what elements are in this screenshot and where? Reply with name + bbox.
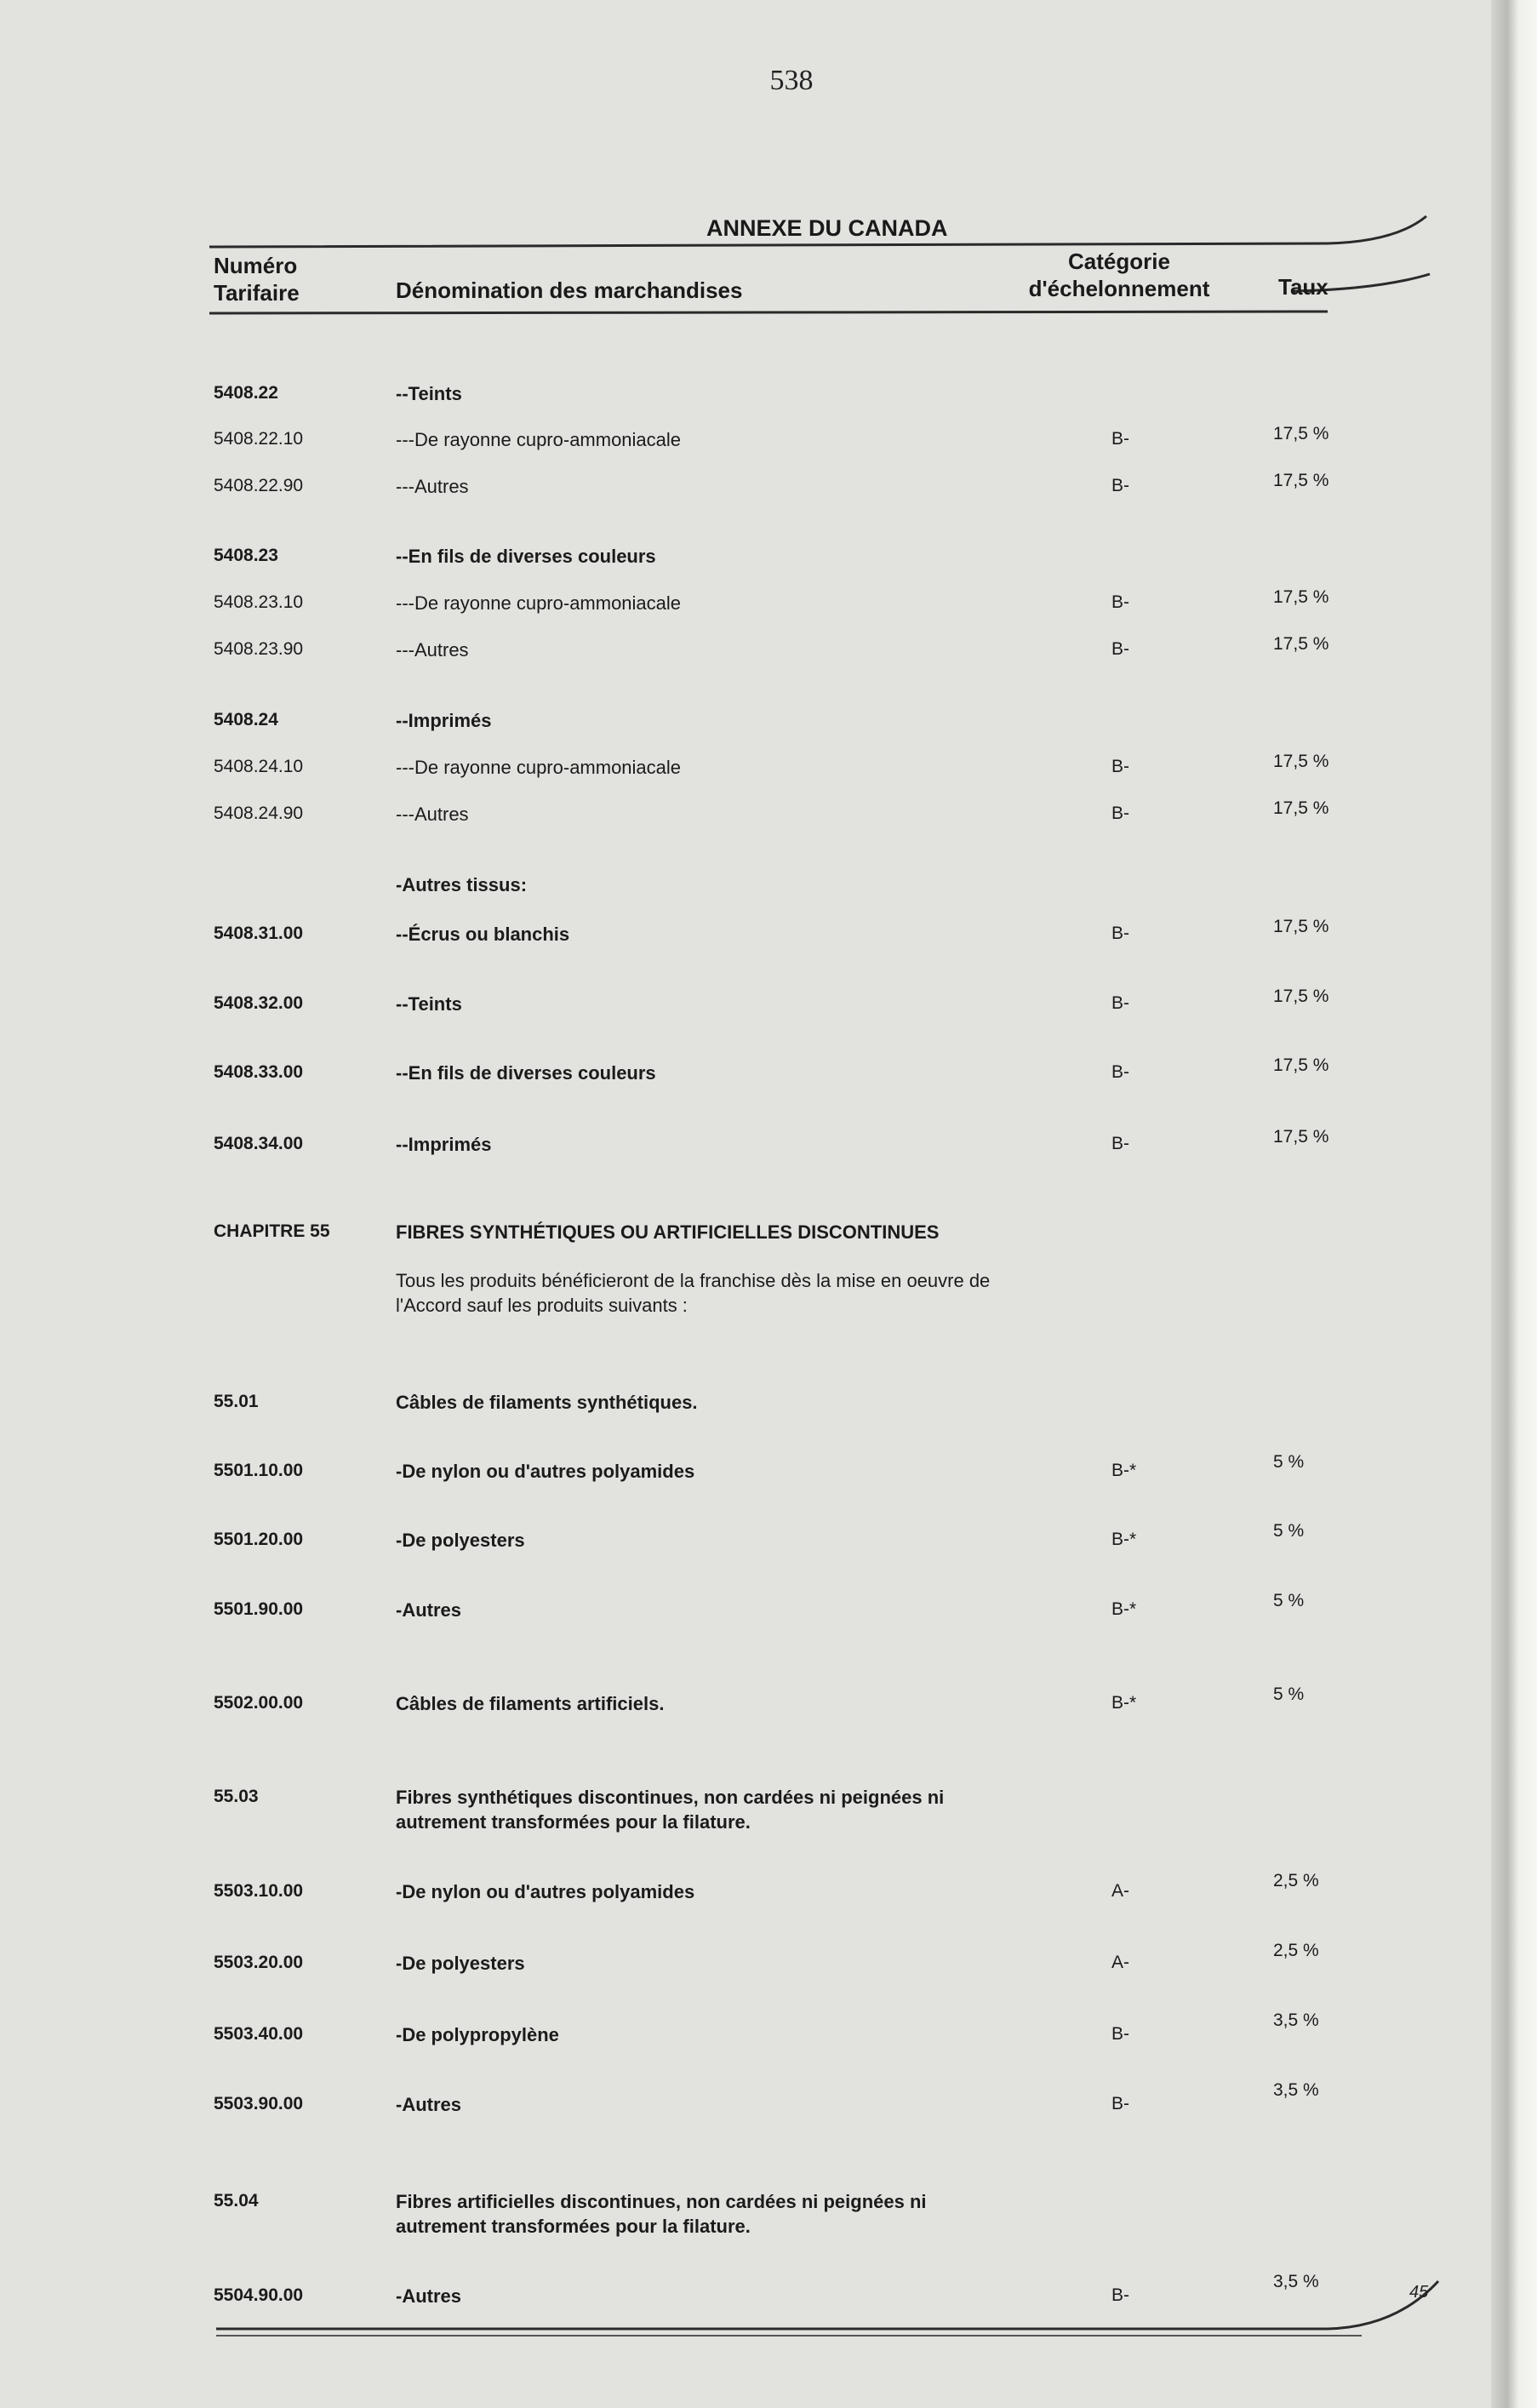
page-number: 538 [769,65,814,96]
goods-description: --Teints [396,383,462,404]
tariff-rate: 17,5 % [1273,424,1329,443]
goods-description: --Teints [396,993,462,1015]
staging-category: B-* [1111,1530,1137,1549]
tariff-number: 5408.23.90 [214,639,304,659]
tariff-number: 5408.32.00 [214,993,304,1013]
goods-description: -De polyesters [396,1530,525,1551]
goods-description: ---De rayonne cupro-ammoniacale [396,429,682,450]
goods-description: Fibres artificielles discontinues, non cardées ni peignées ni autrement transformées pour la filature. [396,2191,927,2237]
tariff-rate: 17,5 % [1273,471,1329,490]
column-header-category-2: d'échelonnement [1028,276,1210,301]
goods-description: Tous les produits bénéficieront de la franchise dès la mise en oeuvre de l'Accord sauf les produits suivants : [396,1270,991,1316]
tariff-number: CHAPITRE 55 [214,1221,330,1241]
tariff-number: 5408.24.10 [214,757,304,776]
staging-category: B- [1111,924,1129,943]
tariff-number: 5408.22.90 [214,476,304,495]
tariff-rate: 17,5 % [1273,1055,1329,1075]
tariff-number: 5501.10.00 [214,1461,304,1480]
tariff-number: 5408.34.00 [214,1134,304,1153]
goods-description: ---Autres [396,639,469,661]
staging-category: B- [1111,2094,1129,2113]
tariff-number: 5503.90.00 [214,2094,304,2113]
staging-category: B-* [1111,1461,1137,1480]
column-header-number-2: Tarifaire [214,280,300,306]
tariff-number: 5408.24.90 [214,804,304,823]
tariff-number: 5408.24 [214,710,278,729]
goods-description: -Autres [396,2285,462,2307]
staging-category: B- [1111,757,1129,776]
goods-description: ---De rayonne cupro-ammoniacale [396,592,682,614]
goods-description: -De nylon ou d'autres polyamides [396,1881,695,1902]
tariff-number: 5503.20.00 [214,1953,304,1972]
goods-description: Câbles de filaments synthétiques. [396,1392,698,1413]
tariff-number: 5501.90.00 [214,1599,304,1619]
staging-category: B- [1111,1062,1129,1082]
goods-description: FIBRES SYNTHÉTIQUES OU ARTIFICIELLES DISCONTINUES [396,1221,940,1243]
column-header-description: Dénomination des marchandises [396,277,743,303]
tariff-rate: 5 % [1273,1591,1305,1610]
tariff-rate: 17,5 % [1273,798,1329,818]
tariff-rate: 17,5 % [1273,1127,1329,1147]
tariff-rate: 17,5 % [1273,917,1329,936]
tariff-number: 5408.31.00 [214,924,304,943]
goods-description: -De polyesters [396,1953,525,1974]
staging-category: B- [1111,2285,1129,2305]
annex-title: ANNEXE DU CANADA [706,215,948,241]
goods-description: -Autres [396,1599,462,1621]
staging-category: B- [1111,639,1129,659]
staging-category: A- [1111,1953,1129,1972]
tariff-rate: 17,5 % [1273,987,1329,1006]
goods-description: --En fils de diverses couleurs [396,1062,656,1084]
staging-category: B- [1111,476,1129,495]
staging-category: B- [1111,2024,1129,2044]
tariff-rate: 5 % [1273,1521,1305,1541]
tariff-number: 55.04 [214,2191,259,2211]
tariff-rate: 3,5 % [1273,2272,1319,2291]
tariff-number: 5501.20.00 [214,1530,304,1549]
tariff-number: 55.03 [214,1787,259,1806]
tariff-rate: 5 % [1273,1684,1305,1704]
tariff-number: 5502.00.00 [214,1693,304,1713]
book-spine-shadow [1491,0,1537,2408]
staging-category: A- [1111,1881,1129,1901]
tariff-rate: 3,5 % [1273,2080,1319,2100]
tariff-number: 5503.40.00 [214,2024,304,2044]
goods-description: -De polypropylène [396,2024,559,2045]
tariff-number: 5408.22 [214,383,278,403]
staging-category: B-* [1111,1599,1137,1619]
goods-description: Câbles de filaments artificiels. [396,1693,665,1714]
column-header-rate: Taux [1278,274,1328,300]
staging-category: B- [1111,804,1129,823]
tariff-rate: 2,5 % [1273,1871,1319,1890]
column-header-number-1: Numéro [214,253,298,278]
tariff-number: 5408.22.10 [214,429,304,449]
goods-description: ---Autres [396,476,469,497]
tariff-number: 5408.23.10 [214,592,304,612]
goods-description: -Autres [396,2094,462,2115]
tariff-rate: 3,5 % [1273,2010,1319,2030]
tariff-rate: 17,5 % [1273,634,1329,654]
tariff-rate: 17,5 % [1273,752,1329,771]
goods-description: -Autres tissus: [396,874,528,895]
footer-rule [0,2247,1537,2349]
staging-category: B- [1111,592,1129,612]
goods-description: Fibres synthétiques discontinues, non cardées ni peignées ni autrement transformées pour la filature. [396,1787,945,1833]
goods-description: --Imprimés [396,710,492,731]
tariff-number: 55.01 [214,1392,259,1411]
tariff-number: 5503.10.00 [214,1881,304,1901]
column-header-category-1: Catégorie [1068,249,1170,274]
goods-description: --Imprimés [396,1134,492,1155]
staging-category: B- [1111,429,1129,449]
corner-mark: 45 [1409,2283,1429,2302]
tariff-rate: 2,5 % [1273,1941,1319,1960]
goods-description: ---Autres [396,804,469,825]
tariff-rate: 17,5 % [1273,587,1329,607]
tariff-number: 5504.90.00 [214,2285,304,2305]
staging-category: B- [1111,1134,1129,1153]
staging-category: B-* [1111,1693,1137,1713]
goods-description: --En fils de diverses couleurs [396,546,656,567]
tariff-rate: 5 % [1273,1452,1305,1472]
tariff-number: 5408.23 [214,546,278,565]
tariff-number: 5408.33.00 [214,1062,304,1082]
goods-description: -De nylon ou d'autres polyamides [396,1461,695,1482]
goods-description: ---De rayonne cupro-ammoniacale [396,757,682,778]
staging-category: B- [1111,993,1129,1013]
goods-description: --Écrus ou blanchis [396,924,570,945]
